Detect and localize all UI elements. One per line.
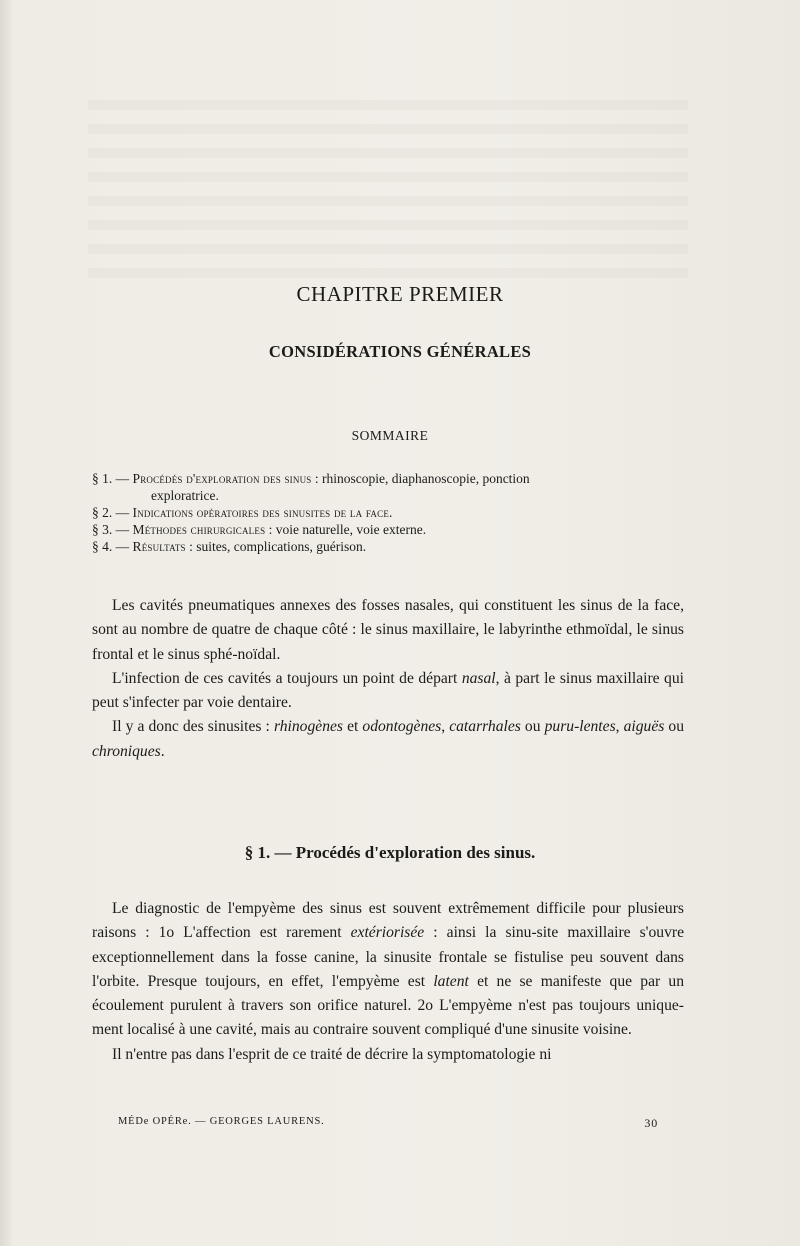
- bleed-through-shadow: [88, 100, 688, 280]
- section-1-text: [92, 897, 684, 1067]
- sommaire-num: § 1. —: [92, 471, 133, 486]
- sommaire-rest: : rhinoscopie, diaphanoscopie, ponction: [311, 471, 530, 486]
- chapter-title: CHAPITRE PREMIER: [296, 282, 504, 306]
- sommaire-list: [92, 470, 692, 555]
- sommaire-item: [92, 521, 692, 538]
- sommaire-continuation: exploratrice.: [151, 488, 219, 503]
- sommaire-rest: : voie naturelle, voie externe.: [265, 522, 427, 537]
- sommaire-item: [92, 504, 692, 521]
- sommaire-num: § 2. —: [92, 505, 133, 520]
- sommaire-item: [92, 470, 692, 504]
- section-1-paragraph-1: Le diagnostic de l'empyème des sinus est souvent extrêmement difficile pour plusieurs raisons : 1o L'affection est rarement extériorisée : ainsi la sinu-site maxillaire s'ouvre exceptionnellement dans la fosse canine, la sinusite frontale se fistulise peu souvent dans l'orbite. Presque toujours, en effet, l'empyème est latent et ne se manifeste que par un écoulement purulent à travers son orifice naturel. 2o L'empyème n'est pas toujours unique-ment localisé à une cavité, mais au contraire souvent compliqué d'une sinusite voisine.: [92, 900, 684, 1039]
- intro-paragraph-3: Il y a donc des sinusites : rhinogènes et odontogènes, catarrhales ou puru-lentes, aiguës ou chroniques.: [92, 718, 685, 760]
- sommaire-item: [92, 538, 692, 555]
- sommaire-title: SOMMAIRE: [351, 428, 429, 443]
- section-1-paragraph-2: Il n'entre pas dans l'esprit de ce traité de décrire la symptomatologie ni: [112, 1045, 552, 1063]
- sommaire-num: § 3. —: [92, 522, 133, 537]
- chapter-subtitle: CONSIDÉRATIONS GÉNÉRALES: [268, 342, 532, 361]
- sommaire-head: Indications opératoires des sinusites de la face.: [132, 505, 393, 520]
- sommaire-rest: : suites, complications, guérison.: [185, 539, 367, 554]
- sommaire-head: Résultats: [132, 539, 186, 554]
- sommaire-num: § 4. —: [92, 539, 133, 554]
- page-number: 30: [644, 1116, 658, 1130]
- sommaire-head: Procédés d'exploration des sinus: [132, 471, 312, 486]
- section-1-heading: § 1. — Procédés d'exploration des sinus.: [244, 843, 536, 862]
- footer-running-title: MÉDe OPÉRe. — GEORGES LAURENS.: [118, 1116, 325, 1127]
- intro-text: [92, 594, 684, 764]
- intro-paragraph-1: Les cavités pneumatiques annexes des fosses nasales, qui constituent les sinus de la face, sont au nombre de quatre de chaque côté : le sinus maxillaire, le labyrinthe ethmoïdal, le sinus frontal et le sinus sphé-noïdal.: [92, 597, 684, 663]
- sommaire-head: Méthodes chirurgicales: [132, 522, 266, 537]
- intro-paragraph-2: L'infection de ces cavités a toujours un point de départ nasal, à part le sinus maxillaire qui peut s'infecter par voie dentaire.: [92, 669, 684, 712]
